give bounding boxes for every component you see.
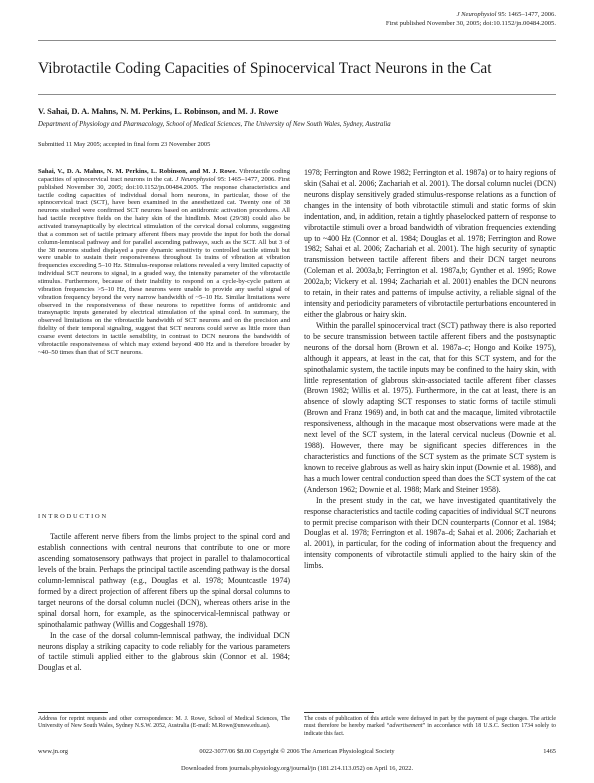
intro-paragraph: Tactile afferent nerve fibers from the limbs project to the spinal cord and establish connections with central neurons that contribute to one or more ascending somatosensory pathways that project in parallel to thalamocortical levels of the brain. Perhaps the principal tactile ascending pathway is the dorsal column-lemniscal pathway (e.g., Douglas et al. 1978; Mountcastle 1974) formed by a direct projection of afferent fibers up the spinal dorsal columns to target neurons of the dorsal column nuclei (DCN), whereas others arise in the spinal dorsal horn, for example, as the spinocervical-lemniscal pathway or spinothalamic pathway (Willis and Coggeshall 1978). <box>38 532 290 629</box>
abstract-journal: J Neurophysiol <box>175 175 216 183</box>
author-list: V. Sahai, D. A. Mahns, N. M. Perkins, L. Robinson, and M. J. Rowe <box>38 107 279 116</box>
journal-header <box>256 11 556 28</box>
article-title: Vibrotactile Coding Capacities of Spinocervical Tract Neurons in the Cat <box>38 60 492 77</box>
download-note: Downloaded from journals.physiology.org/journal/jn (181.214.113.052) on April 16, 2022. <box>180 765 414 772</box>
body-paragraph: 1978; Ferrington and Rowe 1982; Ferrington et al. 1987a) or to hairy regions of skin (Sahai et al. 2006; Zachariah et al. 2001). The dorsal column nuclei (DCN) neurons display sensitively graded stimulus-response relations as a function of changes in the intensity of both vibrotactile stimuli and static forms of skin indentation, and, in addition, retain a tightly phaselocked pattern of response to vibrotactile stimuli over a broad bandwidth of vibration frequencies extending up to ~400 Hz (Connor et al. 1984; Douglas et al. 1978; Ferrington and Rowe 1982; Sahai et al. 2006; Zachariah et al. 2001). The high security of synaptic transmission between tactile afferent fibers and their DCN target neurons (Coleman et al. 2003a,b; Ferrington et al. 1987a,b; Gynther et al. 1995; Rowe 2002a,b; Vickery et al. 1994; Zachariah et al. 2001) enables the DCN neurons to retain, in their rates and patterns of impulse activity, a reliable signal of the intensity and periodicity parameters of vibrotactile perturbations encountered in either the glabrous or hairy skin. <box>304 168 557 319</box>
body-paragraph: Within the parallel spinocervical tract (SCT) pathway there is also reported to be secure transmission between tactile afferent fibers and the postsynaptic neurons of the dorsal horn (Brown et al. 1987a–c; Hongo and Koike 1975), although it appears, at least in the cat, that for this SCT system, and for the spinothalamic system, the tactile inputs may be confined to the hairy skin, with little representation of glabrous skin-associated tactile afferent fiber classes (Brown 1982; Willis et al. 1975). Furthermore, in the cat at least, there is an absence of slowly adapting SCT responses to static forms of tactile stimuli (Brown and Franz 1969) and, in both cat and the macaque, limited vibrotactile responsiveness, although in the macaque most observations were made at the next level of the SCT system, in the lateral cervical nucleus (Downie et al. 1988). However, there may be significant species differences in the characteristics and functions of the SCT system as the primate SCT system is known to receive glabrous as well as hairy skin input (Downie et al. 1988), and has a much lower central conduction speed than does the SCT system of the cat (Anderson 1962; Downie et al. 1988; Mark and Steiner 1958). <box>304 320 556 494</box>
footnote-rule-right <box>304 712 374 713</box>
body-paragraph: In the present study in the cat, we have investigated quantitatively the response characteristics and tactile coding capacities of individual SCT neurons to permit precise comparison with their DCN counterparts (Connor et al. 1984; Douglas et al. 1978; Ferrington et al. 1987a–d; Sahai et al. 2006; Zachariah et al. 2001), in particular, for the coding of information about the frequency and intensity components of vibrotactile stimuli applied to the hairy skin of the limbs. <box>304 495 556 571</box>
submission-dates: Submitted 11 May 2005; accepted in final form 23 November 2005 <box>38 141 211 148</box>
intro-paragraph: In the case of the dorsal column-lemniscal pathway, the individual DCN neurons display a striking capacity to code reliably for the various parameters of tactile stimuli applied either to the glabrous skin (Connor et al. 1984; Douglas et al. <box>38 630 290 673</box>
right-column <box>304 168 556 572</box>
footnote-charges-italic: advertisement <box>389 723 423 730</box>
publication-info: First published November 30, 2005; doi:10.1152/jn.00484.2005. <box>385 19 556 27</box>
journal-name: J Neurophysiol <box>456 11 497 18</box>
footnote-correspondence: Address for reprint requests and other correspondence: M. J. Rowe, School of Medical Sciences, The University of New South Wales, Sydney N.S.W. 2052, Australia (E-mail: M.Rowe@unsw.edu.au). <box>38 716 290 730</box>
abstract-authors: Sahai, V., D. A. Mahns, N. M. Perkins, L. Robinson, and M. J. Rowe. <box>38 168 237 175</box>
footnote-charges-end: ” in accordance with 18 U.S.C. Section 1734 solely to indicate this fact. <box>304 723 556 737</box>
title-top-rule <box>38 40 556 41</box>
section-heading-introduction: INTRODUCTION <box>38 513 108 520</box>
title-bottom-rule <box>38 94 556 95</box>
citation: 95: 1465–1477, 2006. <box>498 11 556 18</box>
affiliation: Department of Physiology and Pharmacology, School of Medical Sciences, The University of New South Wales, Sydney, Australia <box>38 121 391 128</box>
copyright-line: 0022-3077/06 $8.00 Copyright © 2006 The American Physiological Society <box>199 748 395 755</box>
abstract-lead-title: Vibrotactile coding capacities of spinocervical tract neurons in the cat. <box>38 168 290 183</box>
page-number: 1465 <box>543 748 556 755</box>
journal-url[interactable]: www.jn.org <box>38 748 68 755</box>
abstract <box>38 168 290 357</box>
footnote-charges <box>304 716 556 738</box>
intro-column <box>38 532 290 674</box>
footnote-charges-text: The costs of publication of this article were defrayed in part by the payment of page charges. The article must therefore be hereby marked “ <box>304 716 556 730</box>
abstract-body: 95: 1465–1477, 2006. First published November 30, 2005; doi:10.1152/jn.00484.2005. The response characteristics and tactile coding capacities of individual dorsal horn neurons, in particular, those of the spinocervical tract (SCT), have been examined in the anesthetized cat. Twenty one of 38 neurons studied were confirmed SCT neurons based on antidromic activation procedures. All had tactile receptive fields on the hairy skin of the hindlimb. Most (29/38) could also be activated transynaptically by electrical stimulation of the cervical dorsal columns, suggesting that a common set of tactile primary afferent fibers may provide the input for both the dorsal column-lemniscal pathway and for parallel ascending pathways, such as the SCT. All but 3 of the 38 neurons studied displayed a pure dynamic sensitivity to controlled tactile stimuli but were unable to sustain their responsiveness throughout 1s trains of vibration at vibration frequencies exceeding 5–10 Hz. Stimulus-response relations revealed a very limited capacity of individual SCT neurons to signal, in a graded way, the intensity parameter of the vibrotactile stimulus. Furthermore, because of their inability to respond on a cycle-by-cycle pattern at vibration frequencies >5–10 Hz, these neurons were unable to provide any useful signal of vibration frequency beyond the very narrow bandwidth of ~5–10 Hz. Similar limitations were observed in the responsiveness of these neurons to repetitive forms of antidromic and transynaptic inputs generated by electrical stimulation of the spinal cord. In summary, the observed limitations on the vibrotactile bandwidth of SCT neurons and on the precision and fidelity of their temporal signaling, suggest that SCT neurons could serve as little more than coarse event detectors in tactile sensibility, in contrast to DCN neurons the bandwidth of vibrotactile responsiveness of which may extend beyond 400 Hz and is therefore broader by ~40–50 times than that of SCT neurons. <box>38 175 290 356</box>
footnote-rule-left <box>38 712 108 713</box>
